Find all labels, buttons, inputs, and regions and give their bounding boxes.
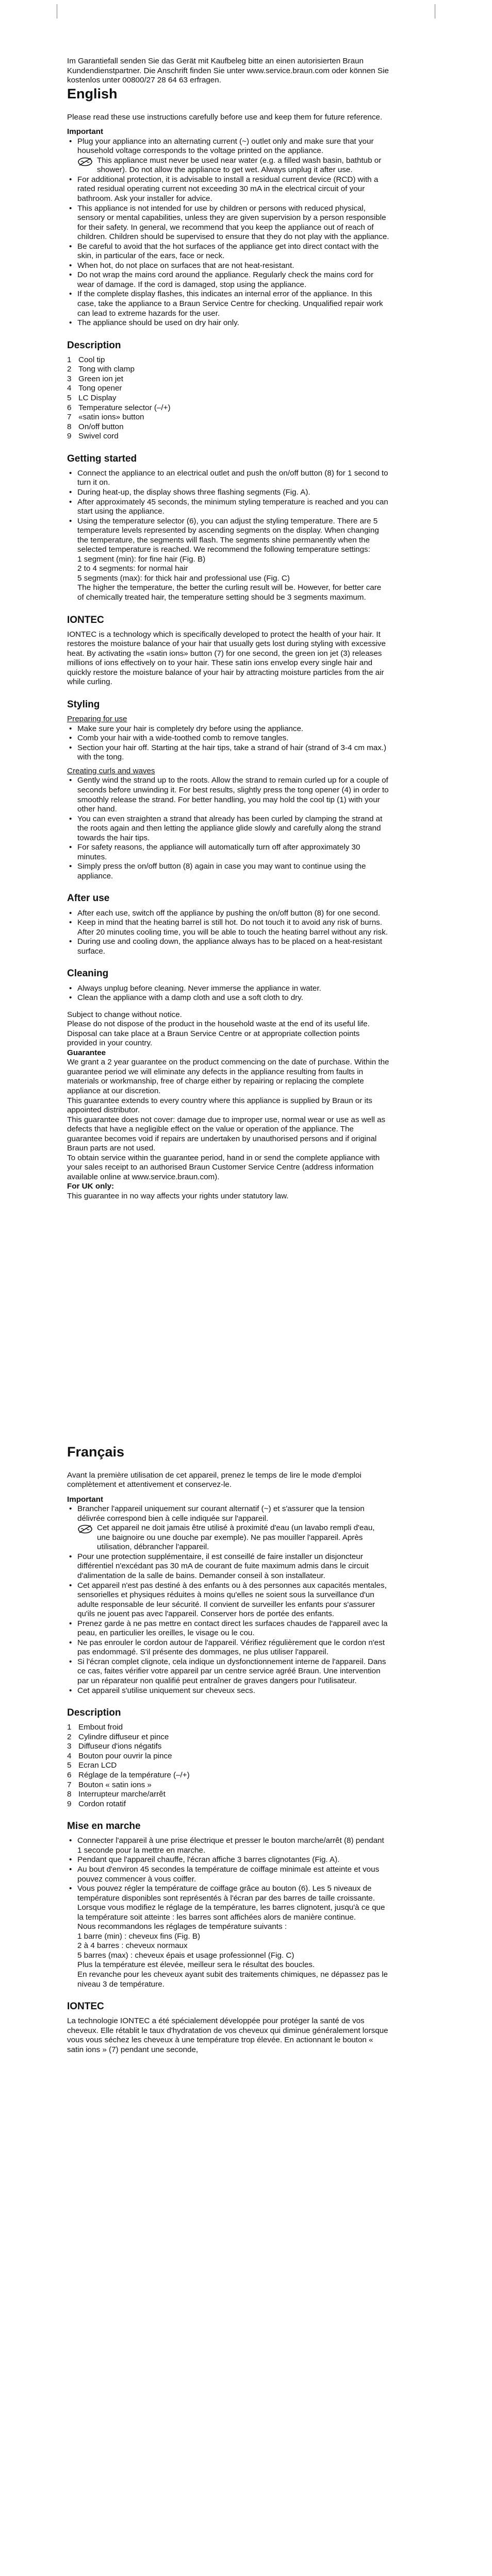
list-item: • Keep in mind that the heating barrel is still hot. Do not touch it to avoid any risk of burns. After 20 minutes cooling time, you will be able to touch the heating barrel without any risk.	[67, 918, 389, 937]
important-list-cont	[67, 1552, 389, 1696]
list-item: • For safety reasons, the appliance will automatically turn off after approximately 30 minutes.	[67, 843, 389, 862]
list-item: • Au bout d'environ 45 secondes la température de coiffage minimale est atteinte et vous pouvez commencer à vous coiffer.	[67, 1865, 389, 1884]
list-item: • Prenez garde à ne pas mettre en contact direct les surfaces chaudes de l'appareil avec la peau, en particulier les oreilles, le visage ou le cou.	[67, 1619, 389, 1638]
list-item: 7 «satin ions» button	[67, 413, 144, 422]
list-item: • Simply press the on/off button (8) again in case you may want to continue using the appliance.	[67, 862, 389, 881]
list-item: • Connecter l'appareil à une prise électrique et presser le bouton marche/arrêt (8) pendant 1 seconde pour la mettre en marche.	[67, 1836, 389, 1855]
creating-list	[67, 776, 389, 881]
iontec-heading: IONTEC	[67, 2001, 104, 2012]
list-item: 6 Réglage de la température (–/+)	[67, 1770, 190, 1780]
list-item: • Clean the appliance with a damp cloth and use a soft cloth to dry.	[67, 993, 389, 1003]
no-water-warning-icon	[77, 157, 93, 166]
list-item: 1 Embout froid	[67, 1723, 123, 1732]
list-item: 1 Cool tip	[67, 355, 105, 364]
after-use-list	[67, 909, 389, 957]
warning-text: This appliance must never be used near water (e.g. a filled wash basin, bathtub or shower). Do not allow the appliance to get wet. Always unplug it after use.	[97, 156, 382, 175]
section-spacer	[67, 1201, 389, 1444]
guarantee-paragraph: To obtain service within the guarantee period, hand in or send the complete appliance with your sales receipt to an authorised Braun Customer Service Centre (address information available online at www.service.braun.com).	[67, 1153, 380, 1181]
list-item: • Using the temperature selector (6), you can adjust the styling temperature. There are 5 temperature levels represented by ascending segments on the display. When changing the temperature, the segments will flash. The segments shine permanently when the selected temperature is reached. We recommend the following temperature settings: 1 segment (min): for fine hair (Fig. B) 2 to 4 segments: for normal hair 5 segments (max): for thick hair and professional use (Fig. C) The higher the temperature, the better the curling result will be. However, for better care of chemically treated hair, the temperature setting should be 3 segments maximum.	[67, 517, 389, 603]
description-heading: Description	[67, 1707, 121, 1719]
list-item: • During use and cooling down, the appliance always has to be placed on a heat-resistant surface.	[67, 937, 389, 956]
cleaning-heading: Cleaning	[67, 968, 109, 979]
list-item: 3 Green ion jet	[67, 374, 123, 383]
cleaning-list	[67, 984, 389, 1003]
styling-heading: Styling	[67, 699, 100, 710]
list-item: • After approximately 45 seconds, the minimum styling temperature is reached and you can start using the appliance.	[67, 498, 389, 517]
guarantee-paragraph: This guarantee does not cover: damage due to improper use, normal wear or use as well as defects that have a negligible effect on the value or operation of the appliance. The guarantee becomes void if repairs are undertaken by unauthorised persons and if original Braun parts are not used.	[67, 1115, 386, 1153]
uk-heading: For UK only:	[67, 1182, 114, 1191]
list-item: • You can even straighten a strand that already has been curled by clamping the strand at the roots again and then letting the appliance glide slowly and carefully along the strand towards the hair tips.	[67, 815, 389, 843]
guarantee-heading: Guarantee	[67, 1048, 106, 1057]
document-column	[67, 57, 389, 2055]
list-item: • Si l'écran complet clignote, cela indique un dysfonctionnement interne de l'appareil. Dans ce cas, faites vérifier votre appareil par un centre service agréé Braun. Une intervention par un réparateur non qualifié peut entraîner de graves dangers pour l'utilisateur.	[67, 1657, 389, 1686]
warning-text: Cet appareil ne doit jamais être utilisé à proximité d'eau (un lavabo rempli d'eau, une baignoire ou une douche par exemple). Ne pas mouiller l'appareil. Après utilisation, débrancher l'appareil.	[97, 1523, 375, 1552]
section-english	[67, 86, 389, 1201]
no-water-warning-icon	[77, 1524, 93, 1534]
description-heading: Description	[67, 340, 121, 351]
list-item: • Connect the appliance to an electrical outlet and push the on/off button (8) for 1 second to turn it on.	[67, 469, 389, 488]
list-item: • When hot, do not place on surfaces that are not heat-resistant.	[67, 261, 389, 271]
list-item: 7 Bouton « satin ions »	[67, 1780, 152, 1789]
list-item: 8 Interrupteur marche/arrêt	[67, 1790, 166, 1799]
important-list-cont	[67, 175, 389, 328]
list-item: • Gently wind the strand up to the roots. Allow the strand to remain curled up for a couple of seconds before unwinding it. For best results, slightly press the tong opener (4) in order to smoothly release the strand. For better handling, you may hold the cool tip (1) with your other hand.	[67, 776, 389, 814]
list-item: 3 Diffuseur d'ions négatifs	[67, 1742, 162, 1751]
list-item: • Be careful to avoid that the hot surfaces of the appliance get into direct contact with the skin, in particular of the ears, face or neck.	[67, 242, 389, 261]
list-item: • For additional protection, it is advisable to install a residual current device (RCD) with a rated residual operating current not exceeding 30 mA in the electrical circuit of your bathroom. Ask your installer for advice.	[67, 175, 389, 204]
list-item: 9 Cordon rotatif	[67, 1799, 126, 1808]
warning-row	[67, 156, 389, 175]
intro-paragraph: Im Garantiefall senden Sie das Gerät mit Kaufbeleg bitte an einen autorisierten Braun Kundendienstpartner. Die Anschrift finden Sie unter www.service.braun.com oder können Sie kostenlos unter 00800/27 28 64 63 erfragen.	[67, 57, 389, 85]
language-heading: English	[67, 86, 118, 101]
important-heading: Important	[67, 127, 104, 137]
subject-to-change: Subject to change without notice.	[67, 1010, 182, 1019]
preparing-list	[67, 724, 389, 762]
creating-subheading: Creating curls and waves	[67, 766, 155, 775]
list-item: • Ne pas enrouler le cordon autour de l'appareil. Vérifiez régulièrement que le cordon n'est pas endommagé. S'il présente des dommages, ne plus utiliser l'appareil.	[67, 1638, 389, 1657]
list-item: • After each use, switch off the appliance by pushing the on/off button (8) for one second.	[67, 909, 389, 919]
list-item: • Comb your hair with a wide-toothed comb to remove tangles.	[67, 734, 389, 743]
list-item: • Brancher l'appareil uniquement sur courant alternatif (~) et s'assurer que la tension délivrée correspond bien à celle indiquée sur l'appareil.	[67, 1504, 389, 1523]
language-heading: Français	[67, 1444, 125, 1460]
iontec-heading: IONTEC	[67, 614, 104, 625]
list-item: 4 Bouton pour ouvrir la pince	[67, 1751, 172, 1760]
description-list	[67, 355, 389, 442]
list-item: • This appliance is not intended for use by children or persons with reduced physical, sensory or mental capabilities, unless they are given supervision by a person responsible for their safety. In general, we recommend that you keep the appliance out of reach of children. Children should be supervised to ensure that they do not play with the appliance.	[67, 204, 389, 242]
list-item: • The appliance should be used on dry hair only.	[67, 318, 389, 328]
list-item: • Do not wrap the mains cord around the appliance. Regularly check the mains cord for wear of damage. If the cord is damaged, stop using the appliance.	[67, 270, 389, 290]
getting-started-heading: Getting started	[67, 453, 137, 464]
list-item: • If the complete display flashes, this indicates an internal error of the appliance. In this case, take the appliance to a Braun Service Centre for checking. Unqualified repair work can lead to extreme hazards for the user.	[67, 290, 389, 318]
important-heading: Important	[67, 1495, 104, 1504]
iontec-paragraph: La technologie IONTEC a été spécialement développée pour protéger la santé de vos cheveux. Elle rétablit le taux d'hydratation de vos cheveux qui diminue généralement lorsque vous vous séchez les cheveux à une température trop élevée. En actionnant le bouton « satin ions » (7) pendant une seconde,	[67, 2016, 388, 2054]
lead-paragraph: Avant la première utilisation de cet appareil, prenez le temps de lire le mode d'emploi complètement et attentivement et conservez-le.	[67, 1470, 362, 1489]
list-item: • During heat-up, the display shows three flashing segments (Fig. A).	[67, 488, 389, 498]
list-item: • Plug your appliance into an alternating current (~) outlet only and make sure that your household voltage corresponds to the voltage printed on the appliance.	[67, 137, 389, 156]
disposal-paragraph: Please do not dispose of the product in the household waste at the end of its useful life. Disposal can take place at a Braun Service Centre or at appropriate collection points provided in your country.	[67, 1020, 370, 1048]
list-item: 2 Cylindre diffuseur et pince	[67, 1732, 169, 1741]
preparing-subheading: Preparing for use	[67, 715, 127, 724]
list-item: 2 Tong with clamp	[67, 365, 135, 374]
list-item: • Section your hair off. Starting at the hair tips, take a strand of hair (strand of 3-4 cm max.) with the tong.	[67, 743, 389, 762]
after-use-heading: After use	[67, 893, 110, 904]
warning-row	[67, 1523, 389, 1552]
list-item: • Make sure your hair is completely dry before using the appliance.	[67, 724, 389, 734]
list-item: • Cet appareil s'utilise uniquement sur cheveux secs.	[67, 1686, 389, 1696]
list-item: 4 Tong opener	[67, 384, 122, 393]
list-item: • Vous pouvez régler la température de coiffage grâce au bouton (6). Les 5 niveaux de température disponibles sont représentés à l'écran par des barres de taille croissante. Lorsque vous modifiez le réglage de la température, les barres clignotent, jusqu'à ce que la température soit atteinte : les barres sont affichées alors de manière continue. Nous recommandons les réglages de température suivants : 1 barre (min) : cheveux fins (Fig. B) 2 à 4 barres : cheveux normaux 5 barres (max) : cheveux épais et usage professionnel (Fig. C) Plus la température est élevée, meilleur sera le résultat des boucles. En revanche pour les cheveux ayant subit des traitements chimiques, ne dépassez pas le niveau 3 de température.	[67, 1884, 389, 1989]
lead-paragraph: Please read these use instructions carefully before use and keep them for future reference.	[67, 112, 383, 122]
description-list	[67, 1723, 389, 1809]
section-francais	[67, 1444, 389, 2055]
uk-paragraph: This guarantee in no way affects your rights under statutory law.	[67, 1192, 289, 1201]
important-list	[67, 137, 389, 156]
getting-started-list	[67, 469, 389, 603]
guarantee-paragraph: We grant a 2 year guarantee on the product commencing on the date of purchase. Within the guarantee period we will eliminate any defects in the appliance resulting from faults in materials or workmanship, free of charge either by repairing or replacing the complete appliance at our discretion.	[67, 1058, 389, 1095]
list-item: • Cet appareil n'est pas destiné à des enfants ou à des personnes aux capacités mentales, sensorielles et physiques réduites à moins qu'elles ne soient sous la surveillance d'un adulte responsable de leur sécurité. Il convient de surveiller les enfants pour s'assurer qu'ils ne jouent pas avec l'appareil. Conserver hors de portée des enfants.	[67, 1581, 389, 1619]
list-item: 8 On/off button	[67, 422, 124, 431]
list-item: 6 Temperature selector (–/+)	[67, 403, 171, 412]
list-item: 9 Swivel cord	[67, 432, 119, 441]
important-list	[67, 1504, 389, 1523]
getting-started-list	[67, 1836, 389, 1989]
list-item: 5 LC Display	[67, 393, 117, 402]
guarantee-paragraph: This guarantee extends to every country where this appliance is supplied by Braun or its appointed distributor.	[67, 1096, 372, 1115]
list-item: • Pendant que l'appareil chauffe, l'écran affiche 3 barres clignotantes (Fig. A).	[67, 1855, 389, 1865]
getting-started-heading: Mise en marche	[67, 1821, 141, 1832]
list-item: • Pour une protection supplémentaire, il est conseillé de faire installer un disjoncteur différentiel n'excédant pas 30 mA de courant de fuite maximum admis dans le circuit d'alimentation de la salle de bains. Demander conseil à son installateur.	[67, 1552, 389, 1581]
list-item: • Always unplug before cleaning. Never immerse the appliance in water.	[67, 984, 389, 994]
iontec-paragraph: IONTEC is a technology which is specifically developed to protect the health of your hair. It restores the moisture balance of your hair that usually gets lost during styling with excessive heat. By activating the «satin ions» button (7) for one second, the green ion jet (3) releases millions of ions effectively on to your hair. These satin ions envelop every single hair and quickly restore the moisture balance of your hair by attracting moisture particles from the air while curling.	[67, 630, 386, 687]
list-item: 5 Ecran LCD	[67, 1761, 117, 1770]
